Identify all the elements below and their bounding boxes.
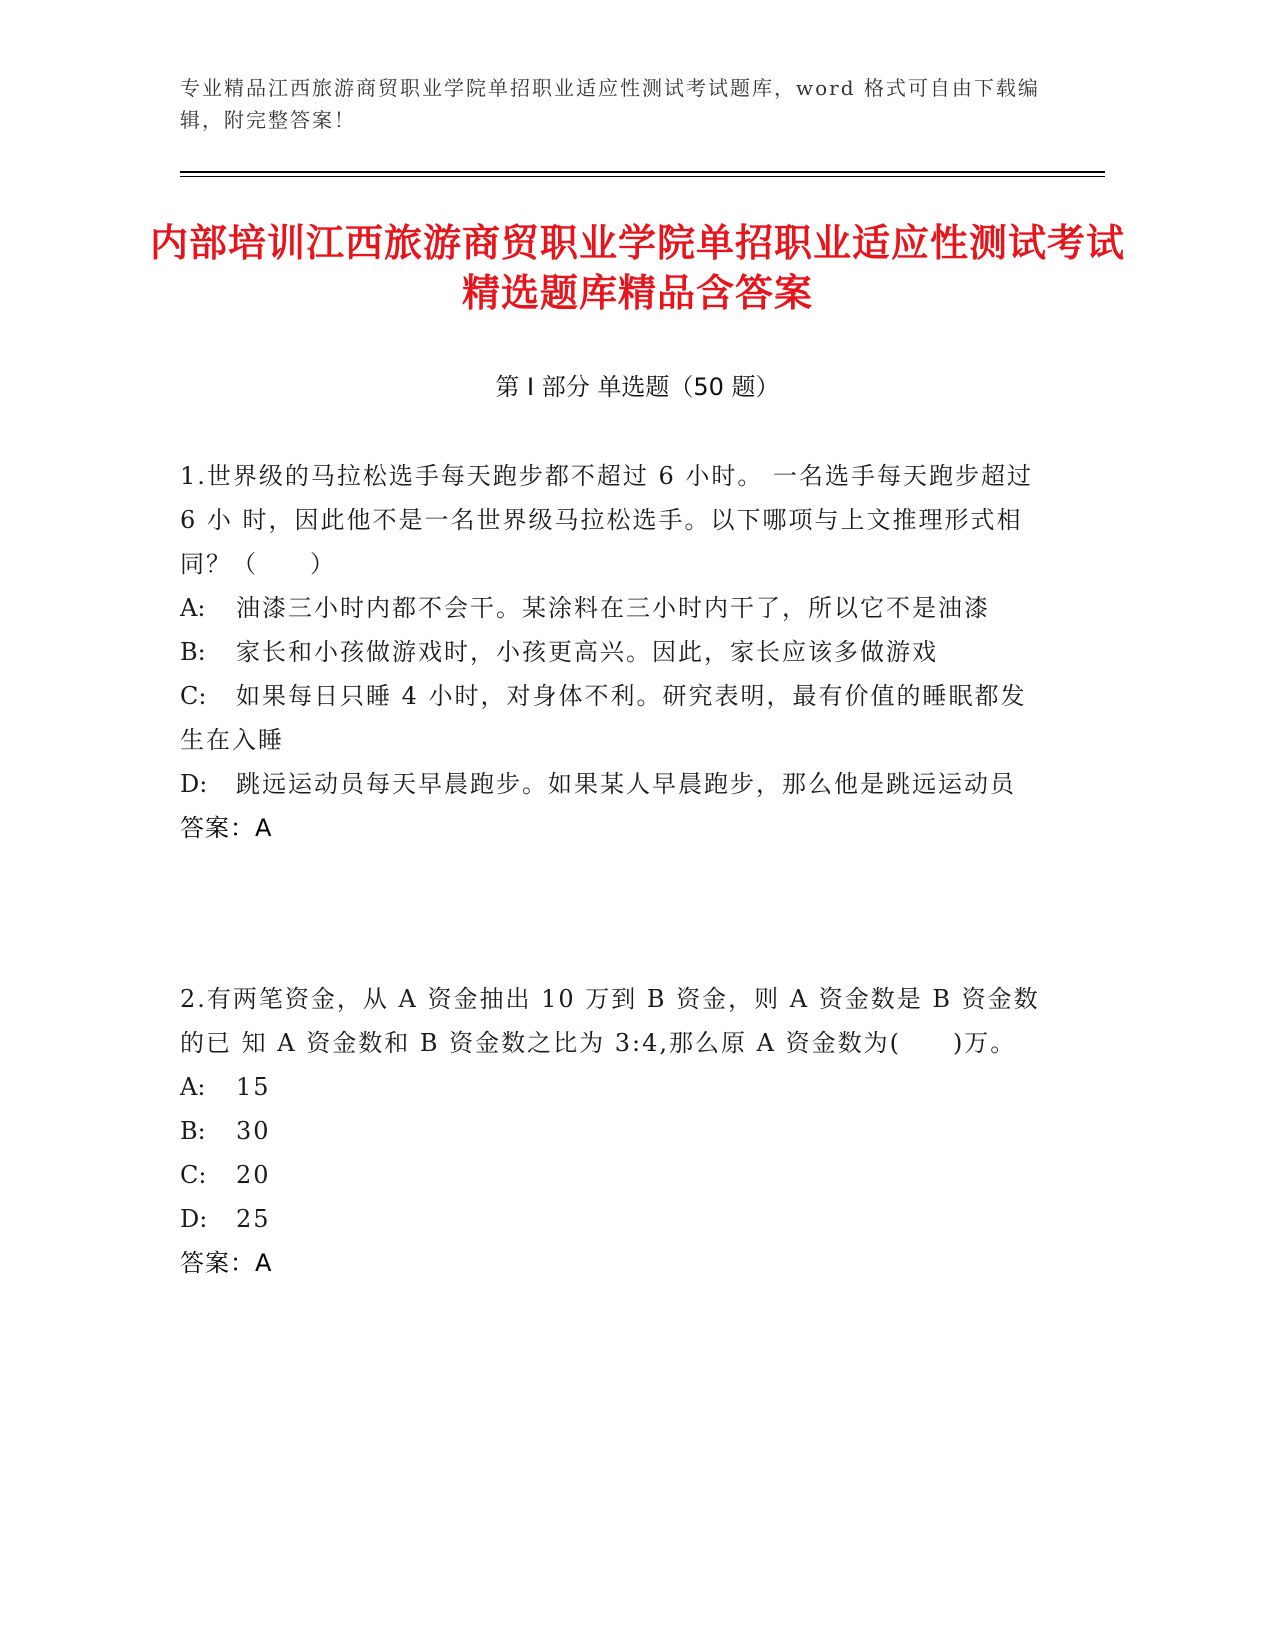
option-a bbox=[180, 586, 1040, 630]
option-b bbox=[180, 630, 1040, 674]
option-text: 家长和小孩做游戏时，小孩更高兴。因此，家长应该多做游戏 bbox=[236, 638, 938, 666]
section-heading: 第 I 部分 单选题（50 题） bbox=[495, 373, 780, 401]
option-b bbox=[180, 1109, 1040, 1153]
header-note: 专业精品江西旅游商贸职业学院单招职业适应性测试考试题库，word 格式可自由下载编辑，附完整答案！ bbox=[180, 76, 1040, 132]
option-key: C: bbox=[180, 1161, 207, 1189]
document-title: 内部培训江西旅游商贸职业学院单招职业适应性测试考试精选题库精品含答案 bbox=[150, 221, 1126, 315]
option-key: B: bbox=[180, 1117, 206, 1145]
option-d bbox=[180, 762, 1040, 806]
option-key: B: bbox=[180, 638, 206, 666]
option-key: D: bbox=[180, 770, 208, 798]
option-text: 30 bbox=[236, 1117, 271, 1145]
question-1 bbox=[180, 454, 1040, 850]
option-text: 如果每日只睡 4 小时，对身体不利。研究表明，最有价值的睡眠都发生在入睡 bbox=[180, 682, 1027, 754]
answer-line: 答案：A bbox=[180, 814, 273, 842]
option-a bbox=[180, 1065, 1040, 1109]
question-stem: 1.世界级的马拉松选手每天跑步都不超过 6 小时。 一名选手每天跑步超过 6 小 时，因此他不是一名世界级马拉松选手。以下哪项与上文推理形式相同？（ ） bbox=[180, 462, 1034, 578]
option-text: 20 bbox=[236, 1161, 271, 1189]
option-c bbox=[180, 1153, 1040, 1197]
option-text: 跳远运动员每天早晨跑步。如果某人早晨跑步，那么他是跳远运动员 bbox=[236, 770, 1016, 798]
option-text: 15 bbox=[236, 1073, 271, 1101]
option-key: A: bbox=[180, 594, 206, 622]
option-text: 25 bbox=[236, 1205, 271, 1233]
answer-line: 答案：A bbox=[180, 1249, 273, 1277]
option-c bbox=[180, 674, 1040, 762]
question-2 bbox=[180, 977, 1040, 1285]
question-stem: 2.有两笔资金，从 A 资金抽出 10 万到 B 资金，则 A 资金数是 B 资金数的已 知 A 资金数和 B 资金数之比为 3:4,那么原 A 资金数为( )万。 bbox=[180, 985, 1040, 1057]
header-divider-thick bbox=[180, 171, 1105, 173]
option-key: A: bbox=[180, 1073, 206, 1101]
option-text: 油漆三小时内都不会干。某涂料在三小时内干了，所以它不是油漆 bbox=[236, 594, 990, 622]
header-divider-thin bbox=[180, 176, 1105, 177]
option-key: C: bbox=[180, 682, 207, 710]
option-d bbox=[180, 1197, 1040, 1241]
option-key: D: bbox=[180, 1205, 208, 1233]
